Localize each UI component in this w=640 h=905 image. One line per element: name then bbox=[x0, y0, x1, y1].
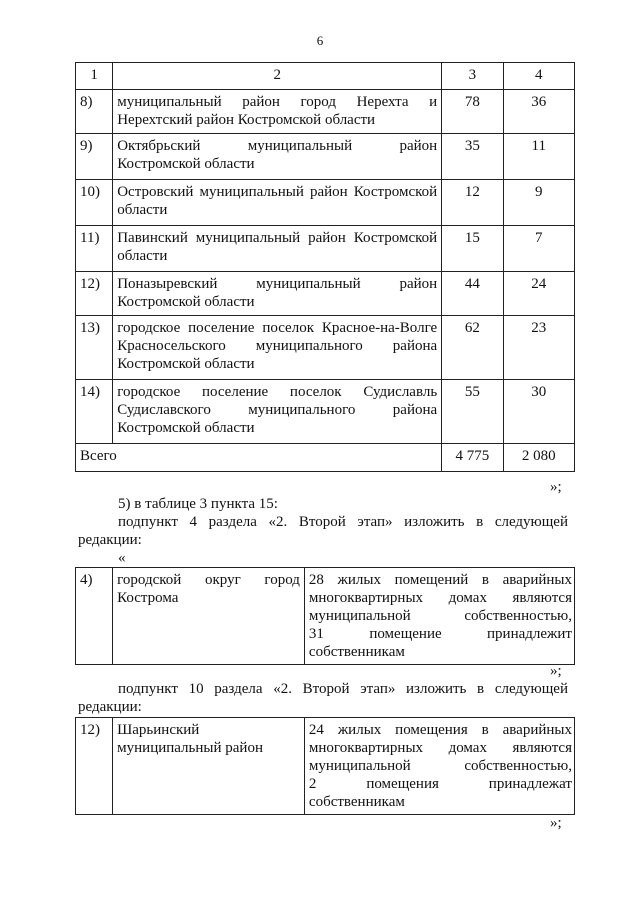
paragraph-subitem-10-cont: редакции: bbox=[78, 699, 142, 715]
table-row bbox=[76, 316, 575, 380]
table-row bbox=[76, 568, 575, 665]
closing-quote: »; bbox=[550, 815, 562, 831]
row-number: 11) bbox=[76, 226, 113, 272]
district-name: Октябрьский муниципальный район Костромской области bbox=[113, 134, 442, 180]
amendment-table-12 bbox=[75, 717, 575, 815]
row-number: 4) bbox=[76, 568, 113, 665]
table-row bbox=[76, 90, 575, 134]
table-row bbox=[76, 180, 575, 226]
closing-quote: »; bbox=[550, 479, 562, 495]
header-col-1: 1 bbox=[76, 63, 113, 90]
value-col-3: 12 bbox=[442, 180, 503, 226]
districts-table bbox=[75, 62, 575, 472]
amendment-table-4 bbox=[75, 567, 575, 665]
total-col-4: 2 080 bbox=[503, 444, 574, 472]
value-col-4: 23 bbox=[503, 316, 574, 380]
district-name: Павинский муниципальный район Костромской области bbox=[113, 226, 442, 272]
header-col-4: 4 bbox=[503, 63, 574, 90]
table-row bbox=[76, 380, 575, 444]
row-number: 12) bbox=[76, 718, 113, 815]
value-col-3: 62 bbox=[442, 316, 503, 380]
value-col-4: 30 bbox=[503, 380, 574, 444]
paragraph-subitem-4: подпункт 4 раздела «2. Второй этап» изложить в следующей bbox=[118, 514, 568, 530]
value-col-3: 78 bbox=[442, 90, 503, 134]
table-row bbox=[76, 226, 575, 272]
district-name: муниципальный район город Нерехта и Нерехтский район Костромской области bbox=[113, 90, 442, 134]
value-col-4: 24 bbox=[503, 272, 574, 316]
header-col-2: 2 bbox=[113, 63, 442, 90]
row-number: 12) bbox=[76, 272, 113, 316]
value-col-4: 9 bbox=[503, 180, 574, 226]
district-name: Поназыревский муниципальный район Костромской области bbox=[113, 272, 442, 316]
total-col-3: 4 775 bbox=[442, 444, 503, 472]
total-label: Всего bbox=[76, 444, 442, 472]
table-header-row bbox=[76, 63, 575, 90]
description: 24 жилых помещения в аварийных многоквартирных домах являются муниципальной собственностью, 2 помещения принадлежат собственникам bbox=[304, 718, 574, 815]
row-number: 14) bbox=[76, 380, 113, 444]
row-number: 10) bbox=[76, 180, 113, 226]
value-col-3: 35 bbox=[442, 134, 503, 180]
paragraph-subitem-10: подпункт 10 раздела «2. Второй этап» изложить в следующей bbox=[118, 681, 568, 697]
district-name: Шарьинский муниципальный район bbox=[113, 718, 305, 815]
row-number: 9) bbox=[76, 134, 113, 180]
paragraph-5: 5) в таблице 3 пункта 15: bbox=[118, 496, 278, 512]
closing-quote: »; bbox=[550, 663, 562, 679]
table-row bbox=[76, 718, 575, 815]
value-col-4: 11 bbox=[503, 134, 574, 180]
district-name: Островский муниципальный район Костромской области bbox=[113, 180, 442, 226]
district-name: городской округ город Кострома bbox=[113, 568, 305, 665]
table-row bbox=[76, 134, 575, 180]
row-number: 8) bbox=[76, 90, 113, 134]
district-name: городское поселение поселок Судиславль Судиславского муниципального района Костромской области bbox=[113, 380, 442, 444]
value-col-4: 7 bbox=[503, 226, 574, 272]
value-col-3: 44 bbox=[442, 272, 503, 316]
total-row bbox=[76, 444, 575, 472]
value-col-4: 36 bbox=[503, 90, 574, 134]
value-col-3: 55 bbox=[442, 380, 503, 444]
paragraph-subitem-4-cont: редакции: bbox=[78, 532, 142, 548]
opening-quote: « bbox=[118, 550, 126, 566]
row-number: 13) bbox=[76, 316, 113, 380]
header-col-3: 3 bbox=[442, 63, 503, 90]
value-col-3: 15 bbox=[442, 226, 503, 272]
page-number: 6 bbox=[316, 33, 324, 48]
district-name: городское поселение поселок Красное-на-Волге Красносельского муниципального района Костромской области bbox=[113, 316, 442, 380]
description: 28 жилых помещений в аварийных многоквартирных домах являются муниципальной собственностью, 31 помещение принадлежит собственникам bbox=[304, 568, 574, 665]
table-row bbox=[76, 272, 575, 316]
